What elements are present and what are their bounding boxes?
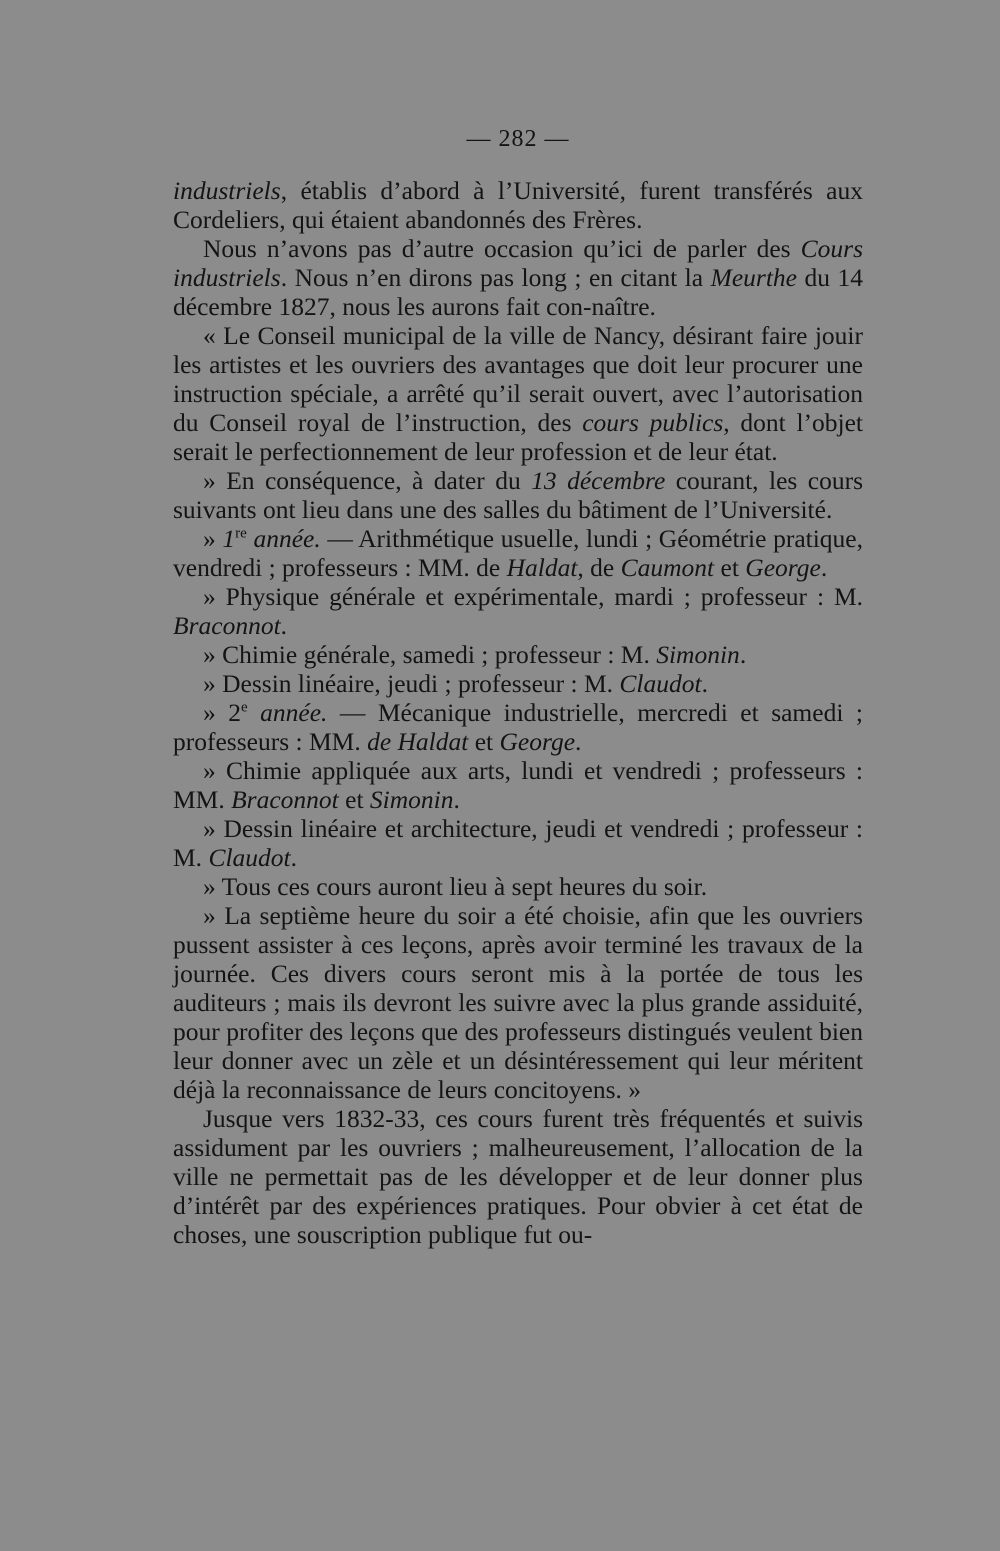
text-run: » Chimie générale, samedi ; professeur : M. (203, 640, 657, 669)
text-run: . (575, 727, 582, 756)
text-run: . (820, 553, 828, 582)
book-page (173, 125, 863, 1249)
text-run: du 14 décembre 1827, nous les aurons fait con-naître. (173, 263, 864, 321)
paragraph (173, 234, 863, 321)
text-run: courant, les cours suivants ont lieu dans une des salles du bâtiment de l’Université. (173, 466, 863, 524)
italic-text: Simonin (369, 785, 454, 814)
text-run: » La septième heure du soir a été choisie, afin que les ouvriers pussent assister à ces leçons, après avoir terminé les travaux de la journée. Ces divers cours seront mis à la portée de tous les auditeurs ; mais ils devront les suivre avec la plus grande assiduité, pour profiter des leçons que des professeurs distingués veulent bien leur donner avec un zèle et un désintéressement qui leur méritent déjà la reconnaissance de leurs concitoyens. » (173, 901, 863, 1104)
italic-text: Meurthe (710, 263, 797, 292)
page-number: — 282 — (466, 126, 570, 152)
italic-text: de Haldat (367, 727, 469, 756)
paragraph (173, 901, 863, 1104)
text-run: . (701, 669, 708, 698)
paragraph (173, 1104, 863, 1249)
italic-text: Cours industriels (173, 234, 863, 292)
paragraph (173, 814, 863, 872)
text-run: » Dessin linéaire, jeudi ; professeur : M. (203, 669, 620, 698)
paragraph (173, 669, 863, 698)
italic-text: Caumont (620, 553, 715, 582)
paragraph (173, 872, 863, 901)
text-run: Jusque vers 1832-33, ces cours furent très fréquentés et suivis assidument par les ouvriers ; malheureusement, l’allocation de la ville ne permettait pas de les développer et de leur donner plus d’intérêt par des expériences pratiques. Pour obvier à cet état de choses, une souscription publique fut ou- (173, 1104, 863, 1249)
italic-text: 1 (222, 524, 236, 553)
italic-text: cours publics (582, 408, 724, 437)
text-run: Nous n’avons pas d’autre occasion qu’ici de parler des (203, 234, 801, 263)
text-run: . (739, 640, 747, 669)
paragraph (173, 756, 863, 814)
italic-text: Claudot (619, 669, 702, 698)
italic-text: Braconnot (231, 785, 339, 814)
text-run: » Chimie appliquée aux arts, lundi et vendredi ; professeurs : MM. (173, 756, 863, 814)
paragraph (173, 698, 863, 756)
italic-text: Simonin (656, 640, 740, 669)
italic-text: industriels (173, 176, 281, 205)
text-run: » Physique générale et expérimentale, mardi ; professeur : M. (203, 582, 863, 611)
italic-text: George (499, 727, 576, 756)
italic-text: 13 décembre (531, 466, 666, 495)
text-run: . (280, 611, 288, 640)
paragraph (173, 640, 863, 669)
text-run: » Tous ces cours auront lieu à sept heures du soir. (203, 872, 708, 901)
text-run: » (203, 524, 223, 553)
italic-text: Haldat (506, 553, 578, 582)
text-run: . (290, 843, 297, 872)
paragraph (173, 524, 863, 582)
text-run: » En conséquence, à dater du (203, 466, 532, 495)
text-run: » 2 (203, 698, 241, 727)
text-run: , dont l’objet serait le perfectionnement de leur profession et de leur état. (173, 408, 864, 466)
text-run: — Mécanique industrielle, mercredi et samedi ; professeurs : MM. (173, 698, 863, 756)
text-run: et (468, 727, 500, 756)
text-run: . Nous n’en dirons pas long ; en citant la (280, 263, 711, 292)
text-run: . (453, 785, 460, 814)
paragraph (173, 582, 863, 640)
italic-text: Braconnot (173, 611, 281, 640)
paragraph (173, 321, 863, 466)
italic-text: année. (247, 698, 328, 727)
text-run: , établis d’abord à l’Université, furent transférés aux Cordeliers, qui étaient abandonnés des Frères. (173, 176, 863, 234)
superscript-text: re (235, 525, 247, 542)
italic-text: Claudot (208, 843, 291, 872)
text-run: — Arithmétique usuelle, lundi ; Géométrie pratique, vendredi ; professeurs : MM. de (173, 524, 863, 582)
text-run: « Le Conseil municipal de la ville de Nancy, désirant faire jouir les artistes et les ouvriers des avantages que doit leur procurer une instruction spéciale, a arrêté qu’il serait ouvert, avec l’autorisation du Conseil royal de l’instruction, des (173, 321, 863, 437)
text-run: et (338, 785, 370, 814)
body-text (173, 176, 863, 1249)
paragraph (173, 466, 863, 524)
superscript-text: e (240, 699, 248, 716)
text-run: » Dessin linéaire et architecture, jeudi et vendredi ; professeur : M. (173, 814, 863, 872)
italic-text: George (745, 553, 821, 582)
text-run: , de (577, 553, 621, 582)
paragraph (173, 176, 863, 234)
text-run: et (714, 553, 746, 582)
italic-text: année. (246, 524, 321, 553)
